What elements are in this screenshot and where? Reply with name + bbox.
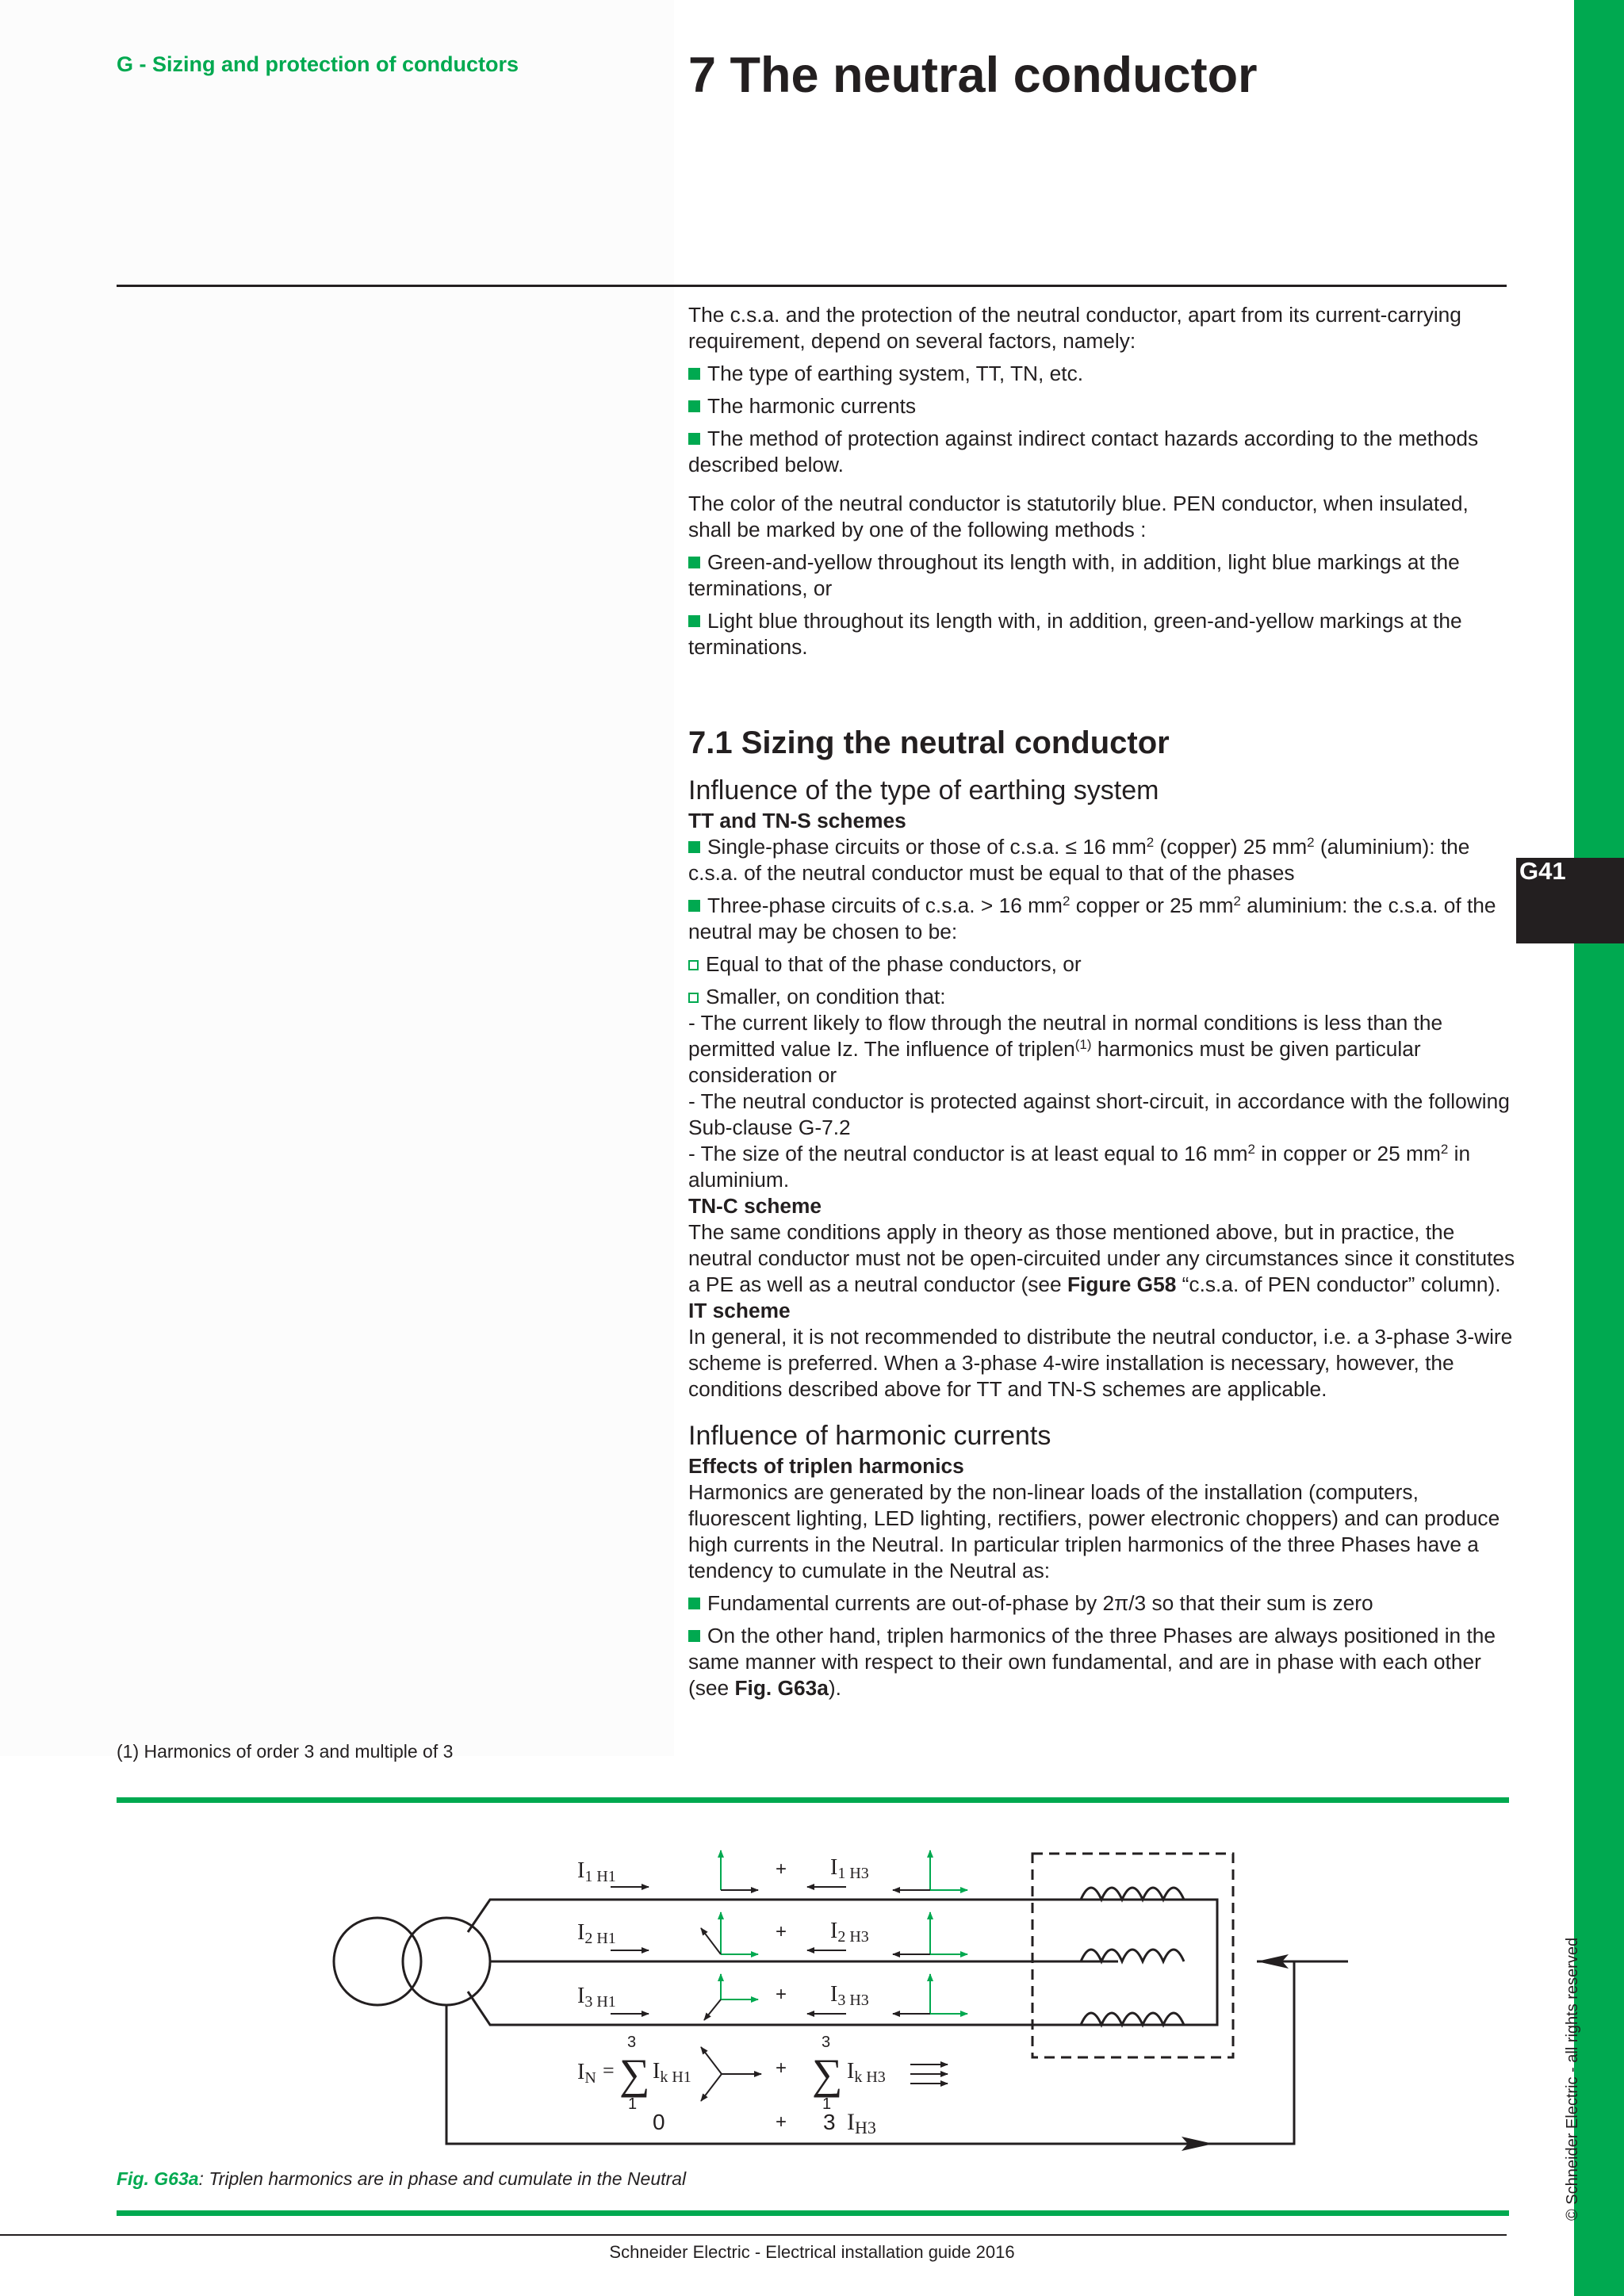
label-i3h3: I3 H3 xyxy=(830,1982,869,2009)
bullet-item: The method of protection against indirect contact hazards according to the methods described below. xyxy=(688,427,1479,476)
scheme-heading: TT and TN-S schemes xyxy=(688,809,906,832)
subsection-heading: Influence of the type of earthing system xyxy=(688,775,1159,806)
page-footer: Schneider Electric - Electrical installation guide 2016 xyxy=(609,2242,1015,2262)
plus-sign: + xyxy=(776,1921,787,1942)
dash-item: - The neutral conductor is protected against short-circuit, in accordance with the following Sub-clause G-7.2 xyxy=(688,1089,1510,1139)
subsection-heading: Influence of harmonic currents xyxy=(688,1421,1051,1451)
figure-top-rule xyxy=(117,1797,1509,1803)
footer-rule xyxy=(0,2234,1507,2236)
plus-sign: + xyxy=(776,2111,787,2133)
result-three: 3 xyxy=(823,2110,836,2134)
sum-lower-h3: 1 xyxy=(822,2095,832,2113)
phasor-sum-h1 xyxy=(701,2047,761,2101)
page-tab-label: G41 xyxy=(1519,857,1566,885)
footnote: (1) Harmonics of order 3 and multiple of 3 xyxy=(117,1741,454,1762)
section-label: G - Sizing and protection of conductors xyxy=(117,52,519,76)
bullet-item: Light blue throughout its length with, in addition, green-and-yellow markings at the terminations. xyxy=(688,609,1462,659)
bullet-square-icon xyxy=(688,368,700,380)
load-dashed-box xyxy=(1032,1854,1233,2057)
bullet-item: The harmonic currents xyxy=(688,393,1517,419)
sigma-h3: ∑ xyxy=(812,2050,843,2098)
label-i1h3: I1 H3 xyxy=(830,1855,869,1882)
figure-caption: Fig. G63a: Triplen harmonics are in phase and cumulate in the Neutral xyxy=(117,2168,687,2189)
phasor-h3-row3 xyxy=(893,1974,967,2014)
bullet-square-icon xyxy=(688,557,700,568)
dash-item: - The current likely to flow through the neutral in normal conditions is less than the permitted value Iz. The influence of triplen$^{(1)}$ harmonics must be given particular consideration or xyxy=(688,1011,1443,1087)
load-coil-2 xyxy=(1081,1950,1184,1961)
bullet-square-icon xyxy=(688,1598,700,1609)
label-i1h1: I1 H1 xyxy=(577,1858,616,1885)
sum-upper-h1: 3 xyxy=(627,2034,637,2051)
page-tab xyxy=(1516,858,1624,943)
bullet-square-icon xyxy=(688,1630,700,1642)
plus-sign: + xyxy=(776,1858,787,1880)
label-ih3: IH3 xyxy=(847,2109,876,2137)
phasor-h1-row1 xyxy=(721,1850,758,1890)
intro-paragraph: The c.s.a. and the protection of the neutral conductor, apart from its current-carrying requirement, depend on several factors, namely: xyxy=(688,303,1461,353)
plus-sign: + xyxy=(776,1984,787,2005)
sub-bullet-item: Smaller, on condition that: xyxy=(688,984,1517,1010)
bullet-item: Green-and-yellow throughout its length with, in addition, light blue markings at the terminations, or xyxy=(688,550,1460,600)
figure-bottom-rule xyxy=(117,2210,1509,2216)
main-content xyxy=(688,302,1517,1701)
label-i3h1: I3 H1 xyxy=(577,1984,616,2011)
scheme-heading: TN-C scheme xyxy=(688,1194,822,1218)
bullet-square-icon xyxy=(688,900,700,912)
phasor-sum-h3 xyxy=(910,2064,948,2084)
phasor-h1-row2 xyxy=(701,1912,758,1954)
sub-bullet-item: Equal to that of the phase conductors, or xyxy=(688,951,1517,978)
hollow-square-icon xyxy=(688,960,699,970)
phasor-h1-row3 xyxy=(704,1974,758,2020)
tnc-paragraph: The same conditions apply in theory as those mentioned above, but in practice, the neutral conductor must not be open-circuited under any circumstances since it constitutes a PE as well as a neutral conductor (see Figure G58 “c.s.a. of PEN conductor” column). xyxy=(688,1220,1515,1296)
load-coil-1 xyxy=(1081,1888,1184,1900)
bullet-square-icon xyxy=(688,433,700,445)
copyright-text: © Schneider Electric - all rights reserved xyxy=(1564,1937,1581,2221)
chapter-title: 7 The neutral conductor xyxy=(688,48,1258,103)
result-zero: 0 xyxy=(653,2110,665,2134)
bullet-item: Three-phase circuits of c.s.a. > 16 $mm^2$ copper or 25 $mm^2$ aluminium: the c.s.a. of the neutral may be chosen to be: xyxy=(688,894,1496,943)
section-title: 7.1 Sizing the neutral conductor xyxy=(688,725,1170,760)
dash-item: - The size of the neutral conductor is at least equal to 16 $mm^2$ in copper or 25 $mm^2$ in aluminium. xyxy=(688,1142,1471,1192)
label-i2h3: I2 H3 xyxy=(830,1919,869,1946)
sigma-h1: ∑ xyxy=(619,2050,650,2098)
label-i2h1: I2 H1 xyxy=(577,1920,616,1947)
phase-3-conductor xyxy=(468,1992,1118,2025)
bullet-item: Single-phase circuits or those of c.s.a. ≤ 16 $mm^2$ (copper) 25 $mm^2$ (aluminium): the c.s.a. of the neutral conductor must be equal to that of the phases xyxy=(688,835,1470,885)
sum-upper-h3: 3 xyxy=(822,2034,831,2051)
transformer-primary-coil xyxy=(334,1918,421,2005)
bullet-item: On the other hand, triplen harmonics of the three Phases are always positioned in the same manner with respect to their own fundamental, and are in phase with each other (see Fig. G63a). xyxy=(688,1624,1496,1700)
color-paragraph: The color of the neutral conductor is statutorily blue. PEN conductor, when insulated, shall be marked by one of the following methods : xyxy=(688,492,1469,541)
effects-heading: Effects of triplen harmonics xyxy=(688,1454,964,1478)
effects-paragraph: Harmonics are generated by the non-linear loads of the installation (computers, fluorescent lighting, LED lighting, rectifiers, power electronic choppers) and can produce high currents in the Neutral. In particular triplen harmonics of the three Phases have a tendency to cumulate in the Neutral as: xyxy=(688,1480,1500,1582)
neutral-return-conductor xyxy=(446,1961,1294,2144)
transformer-secondary-coil xyxy=(403,1918,490,2005)
header-rule xyxy=(117,285,1507,287)
label-ik-h1: Ik H1 xyxy=(653,2059,691,2086)
plus-sign: + xyxy=(776,2057,787,2079)
bullet-square-icon xyxy=(688,400,700,412)
bullet-square-icon xyxy=(688,841,700,853)
scheme-heading: IT scheme xyxy=(688,1299,791,1322)
bullet-item: The type of earthing system, TT, TN, etc. xyxy=(688,361,1517,387)
bullet-square-icon xyxy=(688,615,700,627)
harmonic-circuit-diagram xyxy=(0,1831,1507,2164)
hollow-square-icon xyxy=(688,993,699,1003)
label-in: IN xyxy=(577,2060,596,2087)
sum-lower-h1: 1 xyxy=(628,2095,638,2113)
load-coil-3 xyxy=(1081,2013,1184,2025)
left-margin-panel xyxy=(0,0,674,1756)
label-ik-h3: Ik H3 xyxy=(847,2059,886,2086)
bullet-item: Fundamental currents are out-of-phase by 2π/3 so that their sum is zero xyxy=(688,1590,1517,1617)
it-paragraph: In general, it is not recommended to distribute the neutral conductor, i.e. a 3-phase 3-wire scheme is preferred. When a 3-phase 4-wire installation is necessary, however, the conditions described above for TT and TN-S schemes are applicable. xyxy=(688,1325,1513,1401)
phasor-h3-row1 xyxy=(893,1850,967,1890)
equals-sign: = xyxy=(603,2059,615,2082)
phasor-h3-row2 xyxy=(893,1912,967,1954)
